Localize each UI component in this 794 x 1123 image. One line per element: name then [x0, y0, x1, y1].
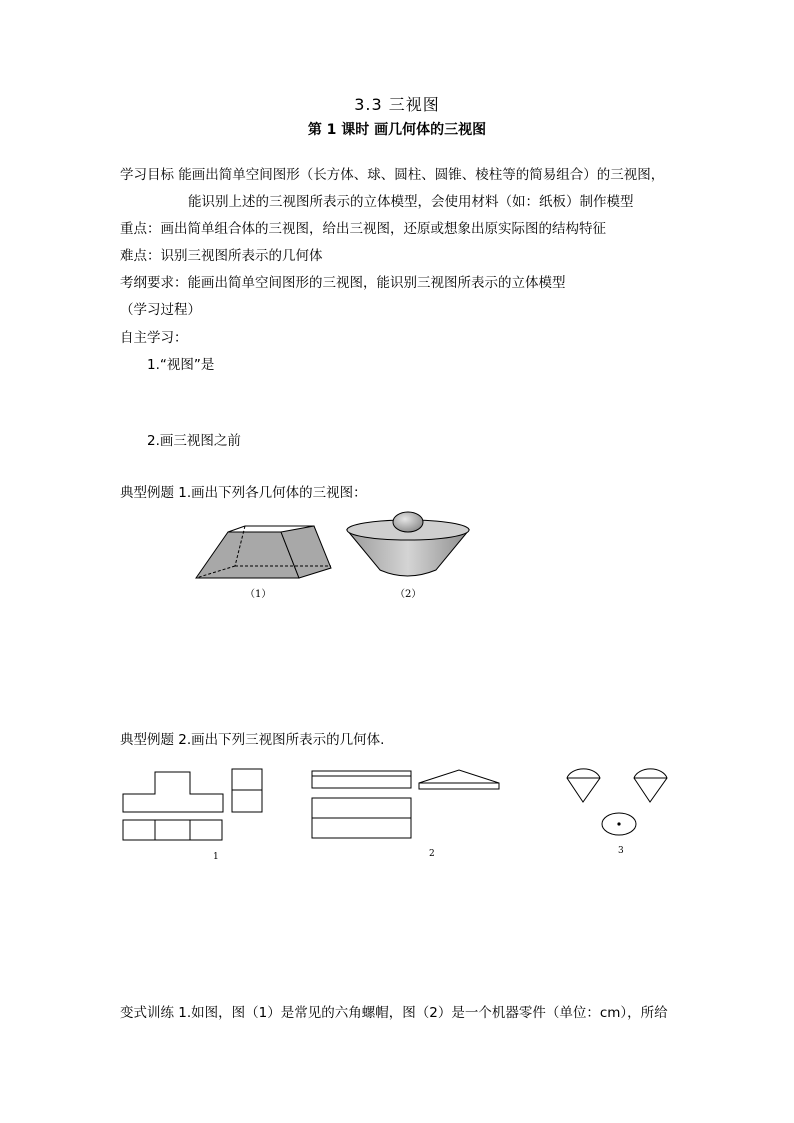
three-views-2 [311, 768, 506, 843]
front-view [312, 771, 411, 788]
figure-2-label: （2） [395, 589, 422, 600]
exercise-1: 变式训练 1.如图，图（1）是常见的六角螺帽，图（2）是一个机器零件（单位：cm），所给 [120, 1005, 668, 1021]
self-study-heading: 自主学习： [120, 330, 188, 346]
side-view [419, 770, 499, 789]
frustum-figure [195, 524, 335, 584]
front-view-outline [123, 772, 223, 812]
page-subtitle: 第 1 课时 画几何体的三视图 [307, 122, 487, 138]
learning-process: （学习过程） [120, 302, 201, 318]
views-2-label: 2 [429, 849, 435, 859]
views-3-label: 3 [618, 846, 624, 856]
key-point: 重点：画出简单组合体的三视图，给出三视图，还原或想象出原实际图的结构特征 [120, 221, 606, 237]
page-title: 3.3 三视图 [354, 95, 440, 114]
front-view-cone [567, 769, 600, 802]
three-views-3 [560, 766, 670, 841]
top-view [123, 820, 222, 840]
three-views-1 [120, 768, 270, 843]
self-study-item-2: 2.画三视图之前 [147, 433, 241, 449]
figure-1-label: （1） [245, 589, 272, 600]
bowl-figure [345, 510, 485, 580]
self-study-item-1: 1.“视图”是 [147, 357, 215, 373]
learning-goal-line-2: 能识别上述的三视图所表示的立体模型，会使用材料（如：纸板）制作模型 [188, 194, 634, 210]
exam-requirement: 考纲要求：能画出简单空间图形的三视图，能识别三视图所表示的立体模型 [120, 275, 566, 291]
learning-goal-line-1: 学习目标 能画出简单空间图形（长方体、球、圆柱、圆锥、棱柱等的简易组合）的三视图， [120, 167, 665, 183]
example-2-heading: 典型例题 2.画出下列三视图所表示的几何体. [120, 732, 385, 748]
views-1-label: 1 [213, 852, 219, 862]
side-view-cone [634, 769, 667, 802]
example-1-heading: 典型例题 1.画出下列各几何体的三视图： [120, 485, 367, 501]
difficulty: 难点：识别三视图所表示的几何体 [120, 248, 323, 264]
